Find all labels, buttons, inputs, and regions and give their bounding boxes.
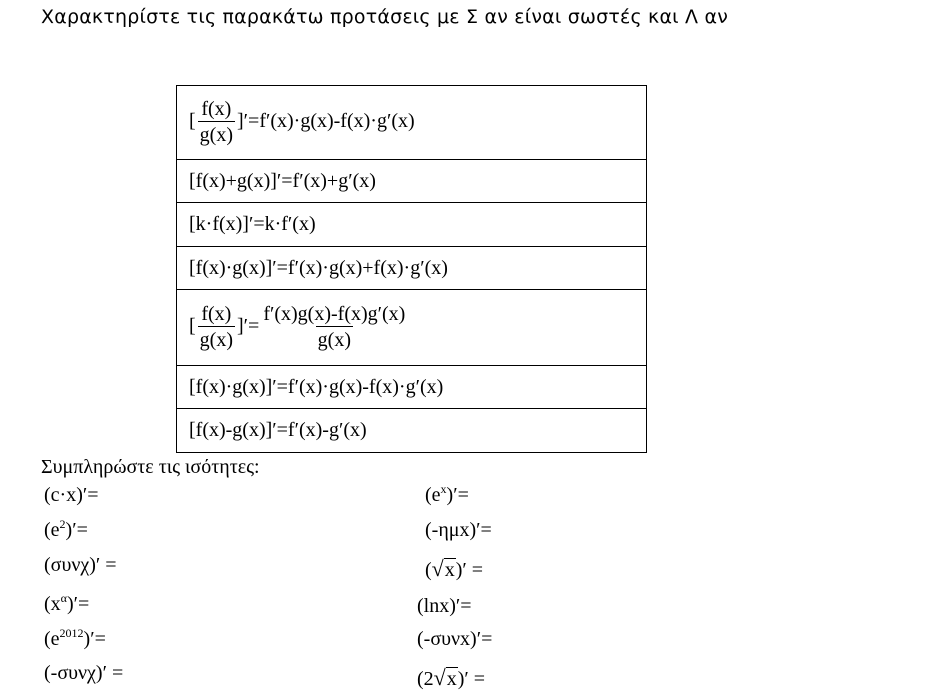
fraction: [198, 302, 235, 353]
equation-text: (-συνx)′=: [417, 628, 493, 650]
fraction-denominator: g(x): [198, 121, 235, 148]
radical-icon: √: [433, 665, 446, 690]
table-row: [177, 290, 647, 366]
exponent: α: [60, 591, 67, 605]
equation-right-2: [425, 519, 492, 542]
square-root: [434, 665, 458, 691]
fraction-numerator: f(x): [201, 303, 232, 325]
equation-text: (e: [44, 519, 60, 541]
equation-text: (-συνχ)′ =: [44, 662, 124, 684]
radical-icon: √: [431, 556, 444, 581]
equation-left-4: [44, 593, 89, 616]
statement-cell: [177, 86, 647, 160]
equation-left-1: [44, 484, 99, 507]
equation-text: (συνχ)′ =: [44, 554, 117, 576]
fraction: [198, 97, 235, 148]
equation-text: )′ =: [457, 668, 486, 690]
statements-table: [176, 85, 647, 453]
equation-right-5: [417, 628, 492, 651]
radicand: x: [444, 559, 455, 581]
table-row: [177, 409, 647, 453]
equation-left-6: [44, 662, 123, 685]
equation-left-2: [44, 519, 88, 542]
fraction-denominator: g(x): [316, 326, 353, 353]
statement-cell: [k·f(x)]′=k·f′(x): [177, 203, 647, 247]
bracket-open: [: [189, 315, 196, 338]
instruction-title: Χαρακτηρίστε τις παρακάτω προτάσεις με Σ αν είναι σωστές και Λ αν: [41, 6, 729, 28]
equation-text: )′=: [446, 484, 469, 506]
equation-text: (c·x)′=: [44, 484, 99, 506]
exponent: 2012: [59, 626, 84, 640]
equation-text: )′=: [66, 593, 90, 615]
fraction-denominator: g(x): [198, 326, 235, 353]
radicand: x: [446, 668, 457, 690]
equation-right-1: [425, 484, 469, 507]
equation-text: (-ημx)′=: [425, 519, 492, 541]
fraction-numerator: f(x): [201, 98, 232, 120]
equation-text: (e: [425, 484, 441, 506]
table-row: [177, 247, 647, 290]
statement-cell: [f(x)+g(x)]′=f′(x)+g′(x): [177, 160, 647, 203]
equation-right-4: [417, 595, 472, 618]
statement-text: ]′=: [237, 315, 260, 338]
fraction: [261, 302, 407, 353]
exponent: 2: [59, 517, 66, 531]
table-row: [177, 203, 647, 247]
table-row: [177, 366, 647, 409]
statement-cell: [f(x)-g(x)]′=f′(x)-g′(x): [177, 409, 647, 453]
equation-text: (2: [417, 668, 434, 690]
equation-text: (: [425, 559, 432, 581]
equation-text: (e: [44, 628, 60, 650]
equation-left-5: [44, 628, 106, 651]
bracket-open: [: [189, 110, 196, 133]
exponent: x: [440, 482, 447, 496]
equation-text: )′=: [65, 519, 88, 541]
fraction-numerator: f′(x)g(x)-f(x)g′(x): [263, 303, 406, 325]
fill-heading: Συμπληρώστε τις ισότητες:: [41, 456, 260, 478]
square-root: [432, 556, 456, 582]
statement-cell: [177, 290, 647, 366]
equation-text: (lnx)′=: [417, 595, 472, 617]
equation-text: )′=: [83, 628, 106, 650]
statement-text: ]′=f′(x)·g(x)-f(x)·g′(x): [237, 110, 415, 133]
equation-right-3: [425, 556, 483, 582]
table-row: [177, 86, 647, 160]
equation-text: (x: [44, 593, 61, 615]
statement-cell: [f(x)·g(x)]′=f′(x)·g(x)-f(x)·g′(x): [177, 366, 647, 409]
equation-right-6: [417, 665, 485, 691]
table-row: [177, 160, 647, 203]
statement-cell: [f(x)·g(x)]′=f′(x)·g(x)+f(x)·g′(x): [177, 247, 647, 290]
equation-left-3: [44, 554, 117, 577]
equation-text: )′ =: [455, 559, 484, 581]
